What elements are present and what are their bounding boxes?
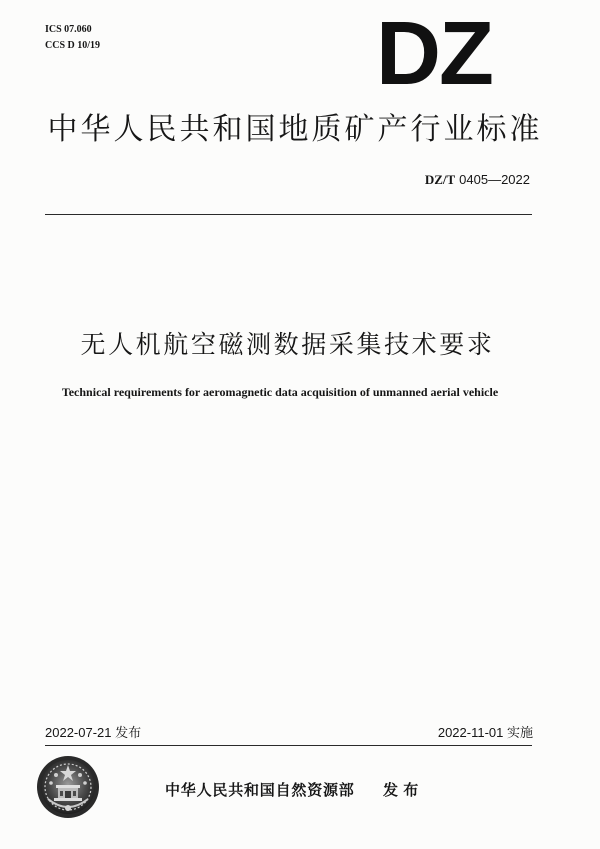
national-emblem-icon (36, 755, 100, 819)
dz-logo (370, 10, 510, 90)
standard-category: 中华人民共和国地质矿产行业标准 (47, 112, 543, 147)
title-chinese: 无人机航空磁测数据采集技术要求 (80, 330, 495, 359)
top-divider (45, 214, 532, 215)
ics-code: ICS 07.060 (45, 24, 92, 35)
standard-number-code: 0405—2022 (459, 172, 530, 187)
bottom-divider (45, 745, 532, 746)
dz-logo-text: DZ (376, 10, 492, 90)
publish-action: 发 布 (383, 781, 419, 799)
publisher-name: 中华人民共和国自然资源部 (165, 781, 355, 799)
issue-date: 2022-07-21 发布 (45, 725, 142, 740)
title-english: Technical requirements for aeromagnetic data acquisition of unmanned aerial vehicle (61, 385, 499, 399)
implementation-date: 2022-11-01 实施 (437, 725, 533, 740)
standard-number-prefix: DZ/T (424, 172, 456, 187)
ccs-code: CCS D 10/19 (45, 40, 101, 51)
standard-number (425, 172, 530, 188)
